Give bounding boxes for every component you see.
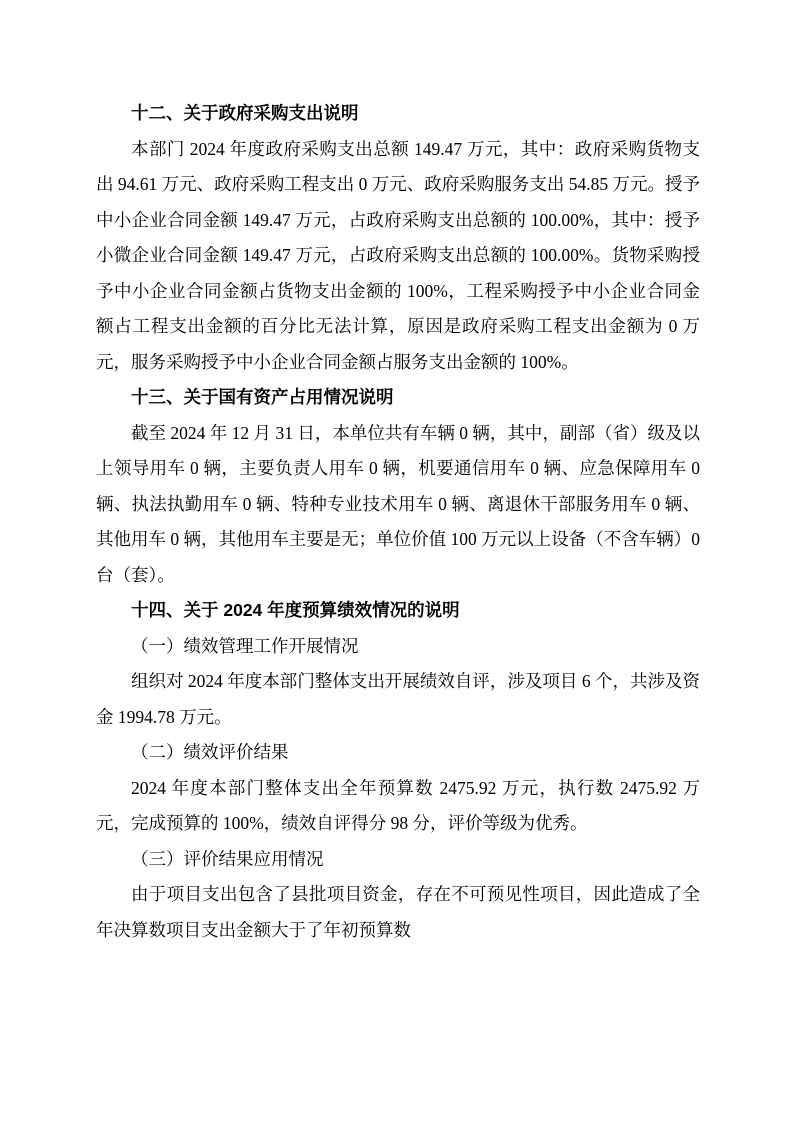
paragraph-government-procurement: 本部门 2024 年度政府采购支出总额 149.47 万元，其中：政府采购货物支出 94.61 万元、政府采购工程支出 0 万元、政府采购服务支出 54.85 万元。授予中小企业合同金额 149.47 万元，占政府采购支出总额的 100.00%，其中：授予小微企业合同金额 149.47 万元，占政府采购支出总额的 100.00%。货物采购授予中小企业合同金额占货物支出金额的 100%，工程采购授予中小企业合同金额占工程支出金额的百分比无法计算，原因是政府采购工程支出金额为 0 万元，服务采购授予中小企业合同金额占服务支出金额的 100%。: [96, 138, 700, 372]
section-heading-government-procurement: 十二、关于政府采购支出说明: [131, 103, 359, 123]
paragraph-evaluation-result-application: 由于项目支出包含了县批项目资金，存在不可预见性项目，因此造成了全年决算数项目支出金额大于了年初预算数: [96, 884, 700, 940]
document-content: [96, 96, 700, 948]
subheading-performance-evaluation-result: （二）绩效评价结果: [131, 742, 289, 762]
section-heading-budget-performance: 十四、关于 2024 年度预算绩效情况的说明: [131, 600, 460, 620]
subheading-performance-management: （一）绩效管理工作开展情况: [131, 635, 359, 656]
section-heading-state-assets: 十三、关于国有资产占用情况说明: [131, 387, 394, 407]
paragraph-performance-evaluation-result: 2024 年度本部门整体支出全年预算数 2475.92 万元，执行数 2475.92 万元，完成预算的 100%，绩效自评得分 98 分，评价等级为优秀。: [96, 777, 700, 833]
subheading-evaluation-result-application: （三）评价结果应用情况: [131, 848, 324, 869]
paragraph-state-assets: 截至 2024 年 12 月 31 日，本单位共有车辆 0 辆，其中，副部（省）级及以上领导用车 0 辆，主要负责人用车 0 辆，机要通信用车 0 辆、应急保障用车 0 辆、执法执勤用车 0 辆、特种专业技术用车 0 辆、离退休干部服务用车 0 辆、其他用车 0 辆，其他用车主要是无；单位价值 100 万元以上设备（不含车辆）0 台（套）。: [96, 422, 700, 585]
paragraph-performance-management: 组织对 2024 年度本部门整体支出开展绩效自评，涉及项目 6 个，共涉及资金 1994.78 万元。: [96, 671, 700, 727]
